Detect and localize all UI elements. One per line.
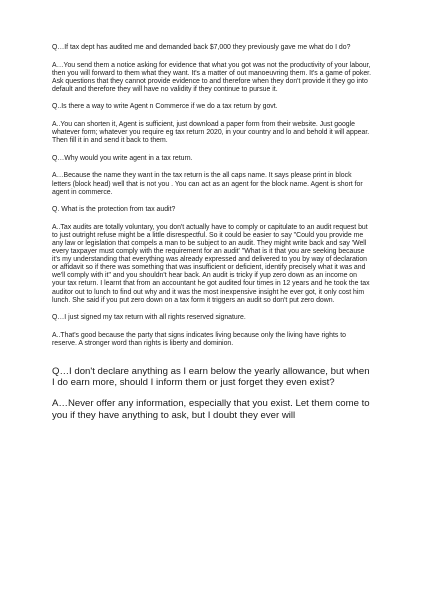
question-agent-commerce: Q..Is there a way to write Agent n Commerce if we do a tax return by govt. [52,103,278,111]
answer-yearly-allowance: A…Never offer any information, especially that you exist. Let them come to you if they have anything to ask, but I doubt they ever will [52,398,370,421]
answer-agent-commerce: A..You can shorten it, Agent is sufficient, just download a paper form from their website. Just google whatever form; whatever you require eg tax return 2020, in your country and lo and behold it will appear. Then fill it in and send it back to them. [52,121,370,145]
answer-tax-dept-audit: A…You send them a notice asking for evidence that what you got was not the productivity of your labour, then you will forward to them what they want. It's a matter of out manoeuvring them. It's a game of poker. Ask questions that they cannot provide evidence to and therefore when they don't provide it they go into default and therefore they will have no validity if they continue to pursue it. [52,61,371,93]
answer-audit-protection: A..Tax audits are totally voluntary, you don't actually have to comply or capitulate to an audit request but to just outright refuse might be a little disrespectful. So it could be easier to say "Could you provide me any law or legislation that compels a man to be subject to an audit. They might write back and say 'Well every taxpayer must comply with the requirement for an audit' "What is it that you are seeking because it's my understanding that everything was already expressed and delivered to you by way of declaration or affidavit so if there was something that was insufficient or deficient, identify precisely what it was and we'll comply with it" and you shouldn't hear back. An audit is tricky if yup zero down as an income on your tax return. I learnt that from an accountant he got audited four times in 12 years and he took the tax auditor out to lunch to find out why and it was the most inexpensive insight he ever got, it only cost him lunch. She said if you put zero down on a tax form it triggers an audit so don't put zero down. [52,223,370,304]
question-yearly-allowance: Q…I don't declare anything as I earn below the yearly allowance, but when I do earn more, should I inform them or just forget they even exist? [52,365,370,389]
question-signed-tax-return: Q…I just signed my tax return with all rights reserved signature. [52,314,246,322]
question-why-agent: Q…Why would you write agent in a tax return. [52,154,193,162]
answer-signed-tax-return: A..That's good because the party that signs indicates living because only the living have rights to reserve. A stronger word than rights is liberty and dominion. [52,331,346,347]
answer-why-agent: A…Because the name they want in the tax return is the all caps name. It says please print in block letters (block head) well that is not you . You can act as an agent for the block name. Agent is short for agent in commerce. [52,172,363,196]
question-audit-protection: Q. What is the protection from tax audit? [52,206,176,214]
section-gap [52,358,372,366]
question-tax-dept-audit: Q…If tax dept has audited me and demanded back $7,000 they previously gave me what do I do? [52,44,351,51]
